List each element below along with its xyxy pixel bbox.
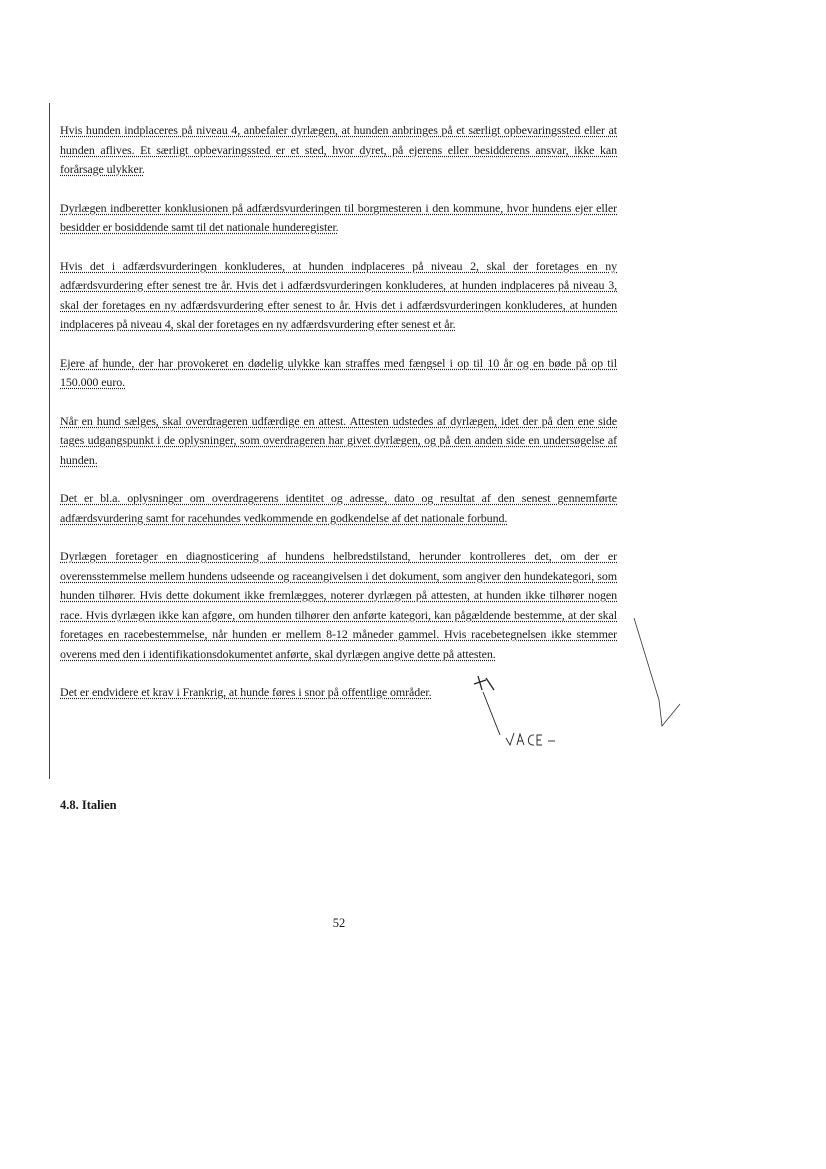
paragraph-sale-certificate: Når en hund sælges, skal overdrageren udfærdige en attest. Attesten udstedes af dyrlægen, idet der på den ene side tages udgangspunkt i de oplysninger, som overdrageren har givet dyrlægen, og på den anden side en undersøgelse af hunden. [60, 413, 617, 467]
paragraph-reassessment: Hvis det i adfærdsvurderingen konkluderes, at hunden indplaceres på niveau 2, skal der foretages en ny adfærdsvurdering efter senest tre år. Hvis det i adfærdsvurderingen konkluderes, at hunden indplaceres på niveau 3, skal der foretages en ny adfærdsvurdering efter senest to år. Hvis det i adfærdsvurderingen konkluderes, at hunden indplaceres på niveau 4, skal der foretages en ny adfærdsvurdering efter senest et år. [60, 258, 617, 331]
paragraph-diagnosis: Dyrlægen foretager en diagnosticering af hundens helbredstilstand, herunder kontrolleres det, om der er overensstemmelse mellem hundens udseende og raceangivelsen i det dokument, som angiver den hundekategori, som hunden tilhører. Hvis dette dokument ikke fremlægges, noterer dyrlægen på attesten, at hunden ikke tilhører nogen race. Hvis dyrlægen ikke kan afgøre, om hunden tilhører den anførte kategori, kan pågældende bestemme, at der skal foretages en racebestemmelse, når hunden er mellem 8-12 måneder gammel. Hvis racebetegnelsen ikke stemmer overens med den i identifikationsdokumentet anførte, skal dyrlægen angive dette på attesten. [60, 549, 617, 661]
paragraph-level-4: Hvis hunden indplaceres på niveau 4, anbefaler dyrlægen, at hunden anbringes på et særligt opbevaringssted eller at hunden aflives. Et særligt opbevaringssted er et sted, hvor dyret, på ejerens eller besidderens ansvar, ikke kan forårsage ulykker. [60, 123, 617, 176]
margin-change-bar [49, 103, 50, 779]
section-heading: 4.8. Italien [60, 798, 117, 812]
paragraph-report-conclusion: Dyrlægen indberetter konklusionen på adfærdsvurderingen til borgmesteren i den kommune, hvor hundens ejer eller besidder er bosiddende samt til det nationale hunderegister. [60, 200, 617, 234]
body-text [60, 121, 617, 703]
check-mark [634, 618, 680, 726]
paragraph-penalty: Ejere af hunde, der har provokeret en dødelig ulykke kan straffes med fængsel i op til 10 år og en bøde på op til 150.000 euro. [60, 355, 617, 389]
page-number: 52 [332, 916, 346, 930]
handwritten-race-note [506, 733, 555, 745]
paragraph-leash-requirement: Det er endvidere et krav i Frankrig, at hunde føres i snor på offentlige områder. [60, 685, 432, 699]
paragraph-certificate-contents: Det er bl.a. oplysninger om overdragerens identitet og adresse, dato og resultat af den senest gennemførte adfærdsvurdering samt for racehundes vedkommende en godkendelse af det nationale forbund. [60, 491, 617, 525]
